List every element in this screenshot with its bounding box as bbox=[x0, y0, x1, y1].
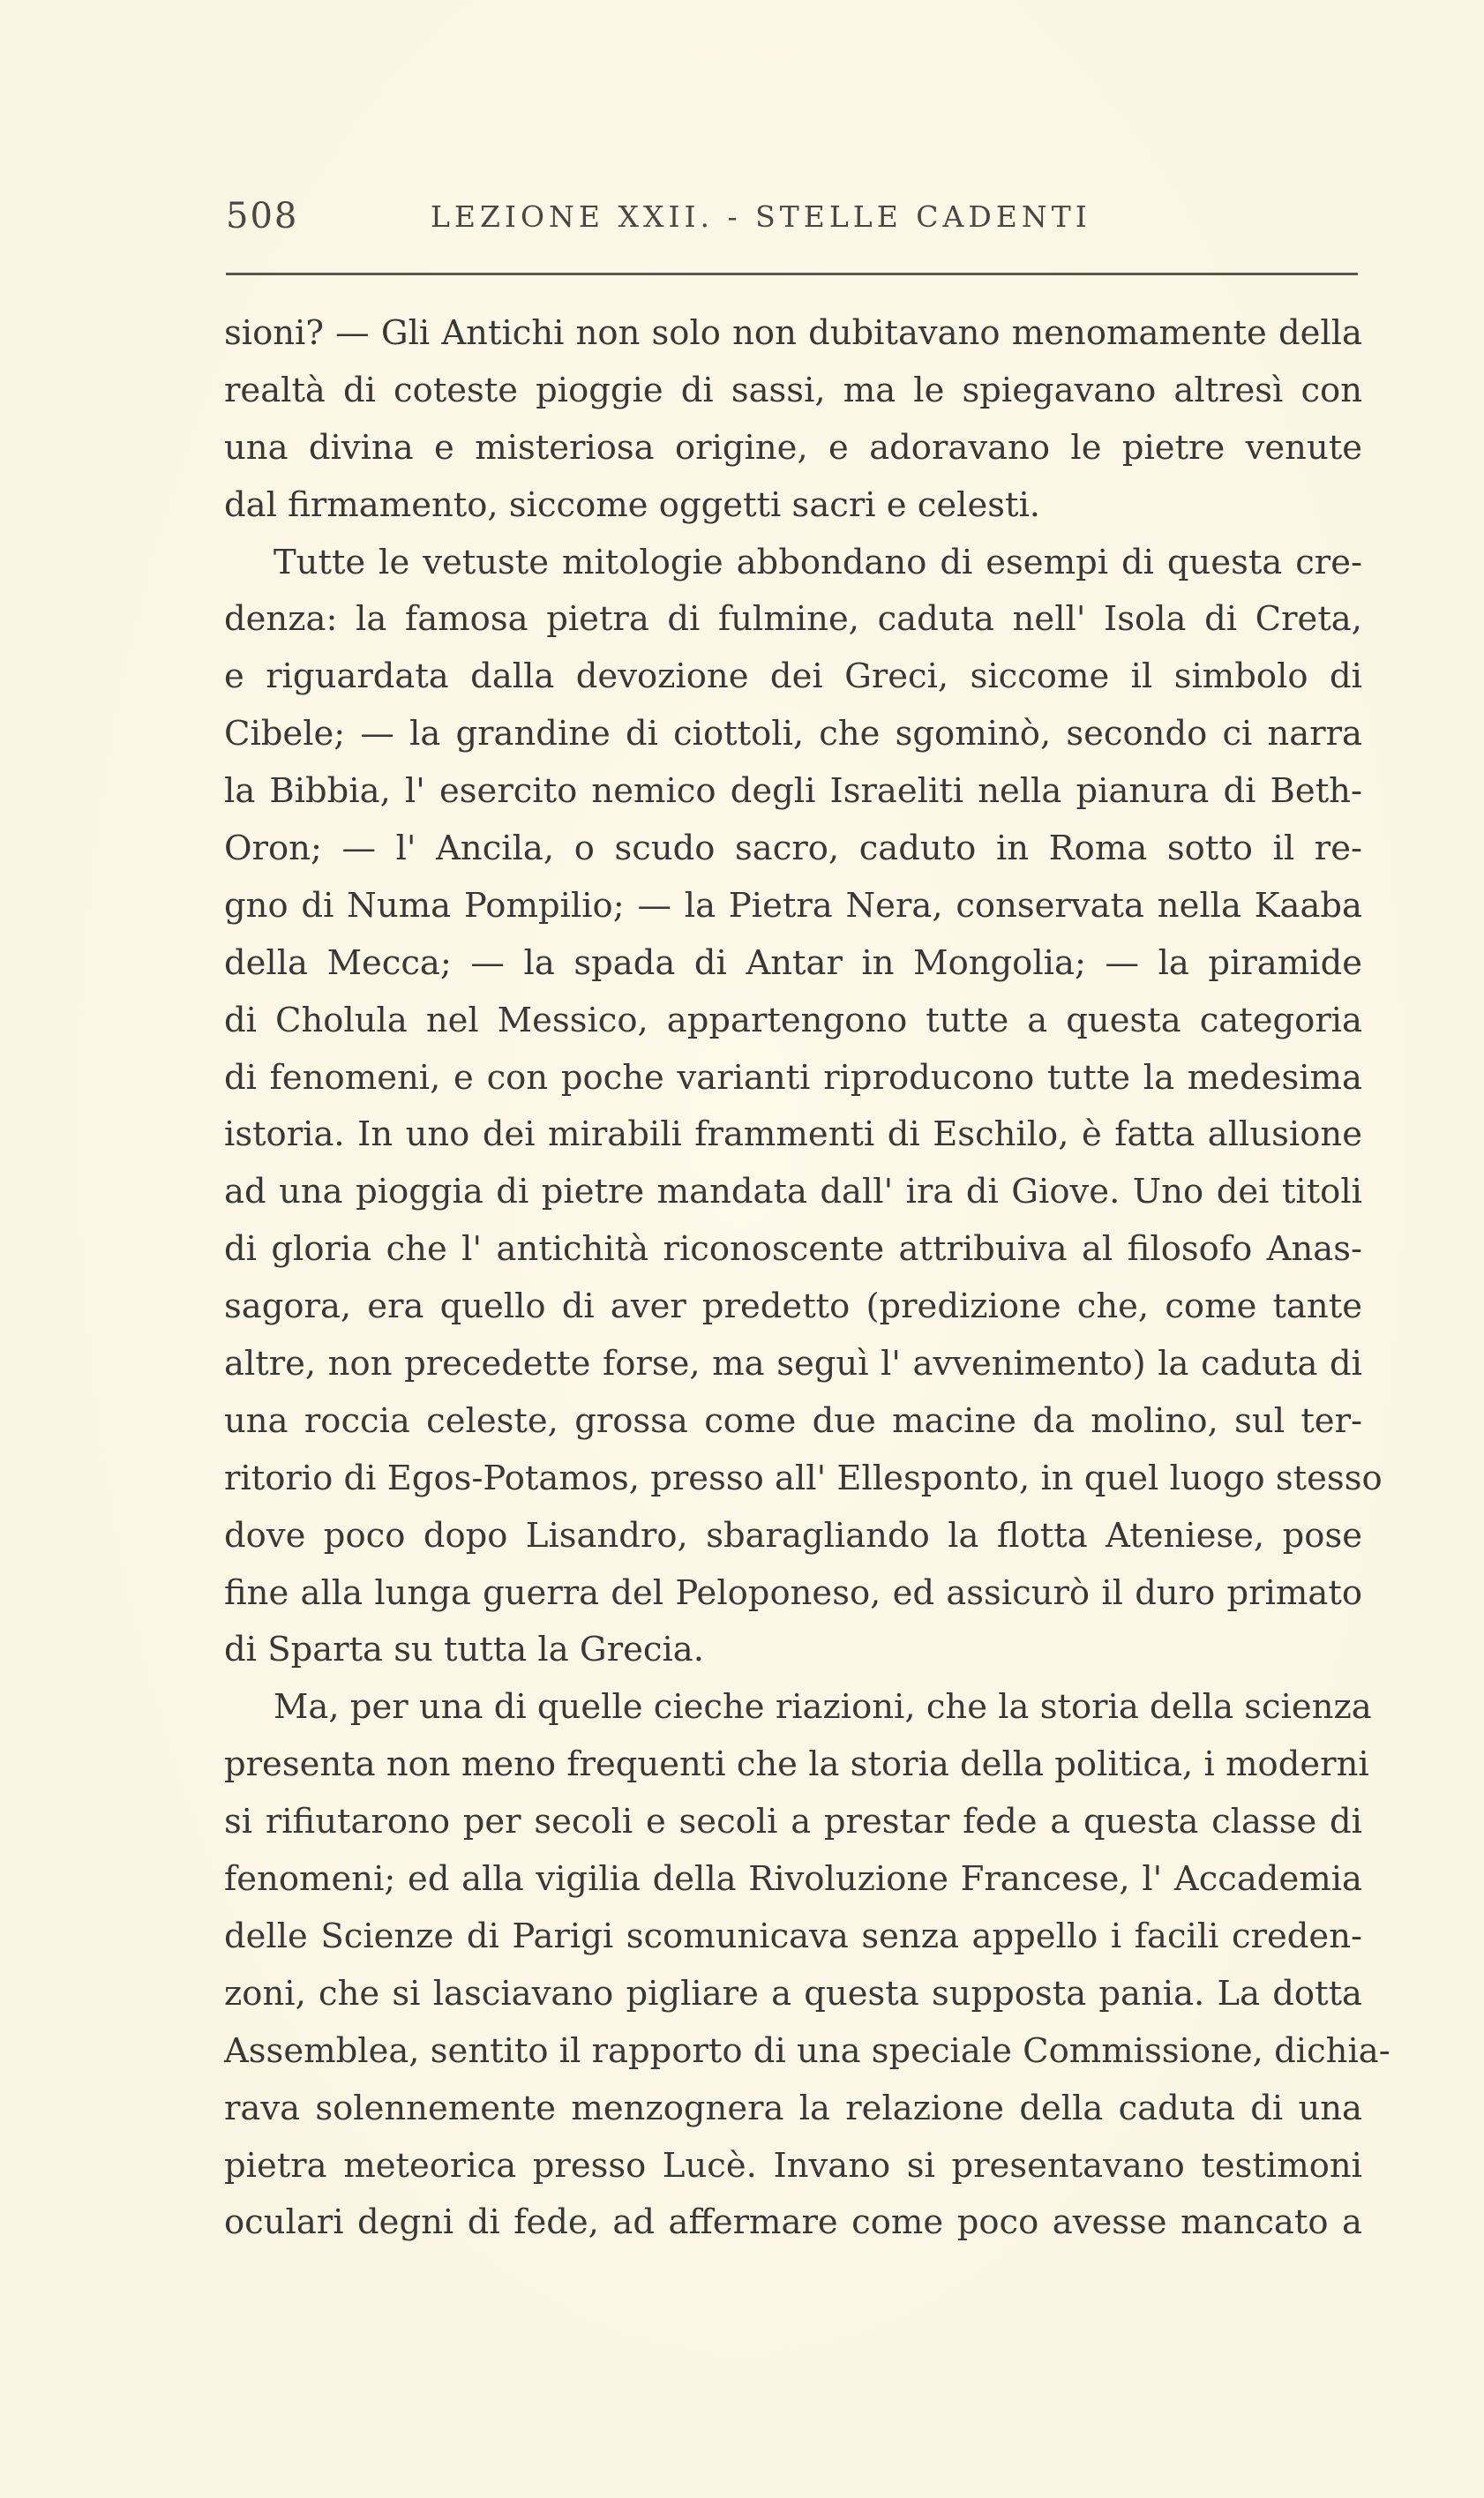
header-rule bbox=[226, 273, 1358, 275]
text-line: fenomeni; ed alla vigilia della Rivoluzione Francese, l' Accademia bbox=[224, 1859, 1362, 1900]
text-line: sioni? — Gli Antichi non solo non dubitavano menomamente della bbox=[224, 313, 1362, 353]
text-line: una divina e misteriosa origine, e adoravano le pietre venute bbox=[224, 427, 1362, 468]
body-text bbox=[224, 305, 1390, 2252]
text-line: presenta non meno frequenti che la storia della politica, i moderni bbox=[224, 1744, 1369, 1785]
text-line: altre, non precedette forse, ma seguì l' avvenimento) la caduta di bbox=[224, 1344, 1362, 1384]
text-line: rava solennemente menzognera la relazione della caduta di una bbox=[224, 2088, 1362, 2128]
chapter-title: LEZIONE XXII. - STELLE CADENTI bbox=[431, 199, 1091, 234]
text-line: di Sparta su tutta la Grecia. bbox=[224, 1630, 704, 1670]
text-line: realtà di coteste pioggie di sassi, ma le spiegavano altresì con bbox=[224, 370, 1362, 410]
text-line: denza: la famosa pietra di fulmine, caduta nell' Isola di Creta, bbox=[224, 599, 1362, 640]
text-line: Assemblea, sentito il rapporto di una speciale Commissione, dichia- bbox=[224, 2030, 1390, 2071]
text-line: Tutte le vetuste mitologie abbondano di esempi di questa cre- bbox=[274, 542, 1362, 582]
text-line: pietra meteorica presso Lucè. Invano si presentavano testimoni bbox=[224, 2145, 1362, 2186]
text-line: gno di Numa Pompilio; — la Pietra Nera, conservata nella Kaaba bbox=[224, 885, 1362, 926]
text-line: di gloria che l' antichità riconoscente attribuiva al filosofo Anas- bbox=[224, 1229, 1362, 1270]
text-line: di Cholula nel Messico, appartengono tutte a questa categoria bbox=[224, 1000, 1362, 1040]
text-line: e riguardata dalla devozione dei Greci, siccome il simbolo di bbox=[224, 656, 1362, 697]
text-line: ad una pioggia di pietre mandata dall' ira di Giove. Uno dei titoli bbox=[224, 1172, 1362, 1212]
text-line: di fenomeni, e con poche varianti riproducono tutte la medesima bbox=[224, 1057, 1362, 1098]
text-line: ritorio di Egos-Potamos, presso all' Ellesponto, in quel luogo stesso bbox=[224, 1458, 1383, 1498]
text-line: della Mecca; — la spada di Antar in Mongolia; — la piramide bbox=[224, 942, 1362, 983]
text-line: sagora, era quello di aver predetto (predizione che, come tante bbox=[224, 1287, 1362, 1327]
page-number: 508 bbox=[226, 196, 299, 236]
text-line: zoni, che si lasciavano pigliare a questa supposta pania. La dotta bbox=[224, 1973, 1362, 2014]
text-line: delle Scienze di Parigi scomunicava senza appello i facili creden- bbox=[224, 1916, 1362, 1956]
text-line: una roccia celeste, grossa come due macine da molino, sul ter- bbox=[224, 1400, 1362, 1441]
text-line: la Bibbia, l' esercito nemico degli Israeliti nella pianura di Beth- bbox=[224, 771, 1362, 812]
running-head bbox=[226, 196, 1358, 249]
text-line: dal firmamento, siccome oggetti sacri e celesti. bbox=[224, 484, 1041, 525]
text-line: Cibele; — la grandine di ciottoli, che sgominò, secondo ci narra bbox=[224, 714, 1362, 754]
text-line: oculari degni di fede, ad affermare come poco avesse mancato a bbox=[224, 2202, 1362, 2243]
text-line: fine alla lunga guerra del Peloponeso, ed assicurò il duro primato bbox=[224, 1572, 1362, 1613]
text-line: Oron; — l' Ancila, o scudo sacro, caduto in Roma sotto il re- bbox=[224, 829, 1362, 869]
text-line: Ma, per una di quelle cieche riazioni, che la storia della scienza bbox=[274, 1687, 1372, 1728]
text-line: istoria. In uno dei mirabili frammenti di Eschilo, è fatta allusione bbox=[224, 1114, 1362, 1155]
text-line: dove poco dopo Lisandro, sbaragliando la flotta Ateniese, pose bbox=[224, 1515, 1362, 1556]
text-line: si rifiutarono per secoli e secoli a prestar fede a questa classe di bbox=[224, 1802, 1362, 1842]
